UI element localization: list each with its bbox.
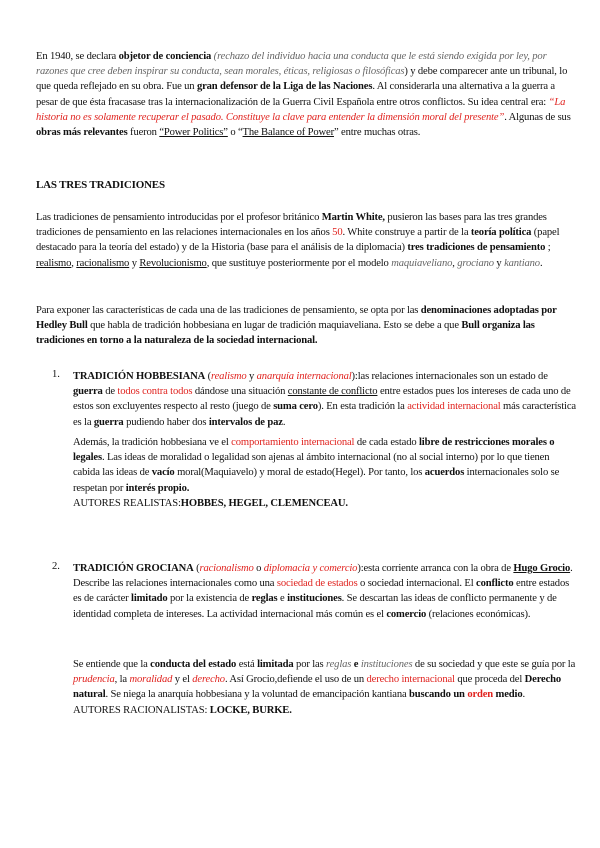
liga-naciones-defensor: gran defensor de la Liga de las Naciones bbox=[196, 81, 373, 93]
realismo-term: realismo bbox=[36, 257, 72, 269]
autores-realistas-label: AUTORES REALISTAS: bbox=[73, 497, 181, 509]
intro-paragraph: En 1940, se declara objetor de conciencia (rechazo del individuo hacia una conducta que le está siendo exigida por ley, por razones que cree deben inspirar su conducta, sean morales, éticas, religiosas o filosóficas) y debe comparecer ante un tribunal, lo que queda reflejado en su obra. Fue un gran defensor de la Liga de las Naciones. Al considerarla una alternativa a la guerra a pesar de que ésta fracasase tras la internacionalización de la Guerra Civil Española entre otros conflictos. Su idea central era: “La historia no es solamente recuperar el pasado. Constituye la clave para entender la dimensión moral del presente”. Algunas de sus obras más relevantes fueron “Power Politics” o “The Balance of Power” entre muchas otras. bbox=[36, 51, 571, 139]
list-number-2: 2. bbox=[52, 561, 60, 572]
section-heading: LAS TRES TRADICIONES bbox=[36, 179, 165, 191]
list-item-hobbesiana: TRADICIÓN HOBBESIANA (realismo y anarquía internacional):las relaciones internacionales son un estado de guerra de todos contra todos dándose una situación constante de conflicto entre estados pues los intereses de cada uno de estos son excluyentes respecto al resto (juego de suma cero). En esta tradición la actividad internacional más característica es la guerra pudiendo haber dos intervalos de paz. bbox=[73, 371, 576, 428]
central-idea-quote: “La historia no es solamente recuperar el pasado. Constituye la clave para entender la dimensión moral del presente” bbox=[36, 96, 566, 123]
bull-paragraph: Para exponer las características de cada una de las tradiciones de pensamiento, se opta por las denominaciones adoptadas por Hedley Bull que habla de tradición hobbesiana en lugar de tradición maquiaveliana. Esto se debe a que Bull organiza las tradiciones en torno a la naturaleza de la sociedad internacional. bbox=[36, 305, 557, 347]
traditions-paragraph: Las tradiciones de pensamiento introducidas por el profesor británico Martin White, pusieron las bases para las tres grandes tradiciones de pensamiento en las relaciones internacionales en los años 50. White construye a partir de la teoría política (papel destacado para la teoría del estado) y de la Historia (base para el análisis de la diplomacia) tres tradiciones de pensamiento ; realismo, racionalismo y Revolucionismo, que sustituye posteriormente por el modelo maquiaveliano, grociano y kantiano. bbox=[36, 212, 560, 269]
autores-racionalistas-label: AUTORES RACIONALISTAS: bbox=[73, 704, 210, 716]
revolucionismo-term: Revolucionismo bbox=[139, 257, 207, 269]
grociana-detail: Se entiende que la conducta del estado está limitada por las reglas e instituciones de su sociedad y que este se guía por la prudencia, la moralidad y el derecho. Así Grocio,defiende el uso de un derecho internacional que proceda del Derecho natural. Se niega la anarquía hobbesiana y la voluntad de emancipación kantiana buscando un orden medio. AUTORES RACIONALISTAS: LOCKE, BURKE. bbox=[73, 659, 576, 716]
list-item-grociana: TRADICIÓN GROCIANA (racionalismo o diplomacia y comercio):esta corriente arranca con la obra de Hugo Grocio. Describe las relaciones internacionales como una sociedad de estados o sociedad internacional. El conflicto entre estados es de carácter limitado por la existencia de reglas e instituciones. Se descartan las ideas de conflicto permanente y de identidad completa de intereses. La actividad internacional más común es el comercio (relaciones económicas). bbox=[73, 563, 573, 620]
hugo-grocio: Hugo Grocio bbox=[513, 563, 571, 574]
bull-organiza: Bull organiza las tradiciones en torno a la naturaleza de la sociedad internacional. bbox=[36, 320, 535, 347]
power-politics-title: “Power Politics” bbox=[159, 127, 228, 139]
autores-racionalistas-names: LOCKE, BURKE. bbox=[209, 704, 292, 716]
balance-of-power-title: The Balance of Power bbox=[242, 127, 334, 139]
hobbesiana-detail: Además, la tradición hobbesiana ve el comportamiento internacional de cada estado libre de restricciones morales o legales. Las ideas de moralidad o legalidad son ajenas al ámbito internacional (no al social interno) por lo que tienen cabida las ideas de vacío moral(Maquiavelo) y moral de estado(Hegel). Por tanto, los acuerdos internacionales solo se respetan por interés propio. AUTORES REALISTAS:HOBBES, HEGEL, CLEMENCEAU. bbox=[73, 437, 560, 509]
racionalismo-term: racionalismo bbox=[76, 257, 130, 269]
martin-white: Martin White, bbox=[321, 212, 385, 223]
objetor-de-conciencia: objetor de conciencia bbox=[118, 51, 212, 62]
list-number-1: 1. bbox=[52, 369, 60, 380]
autores-realistas-names: HOBBES, HEGEL, CLEMENCEAU. bbox=[180, 497, 348, 509]
